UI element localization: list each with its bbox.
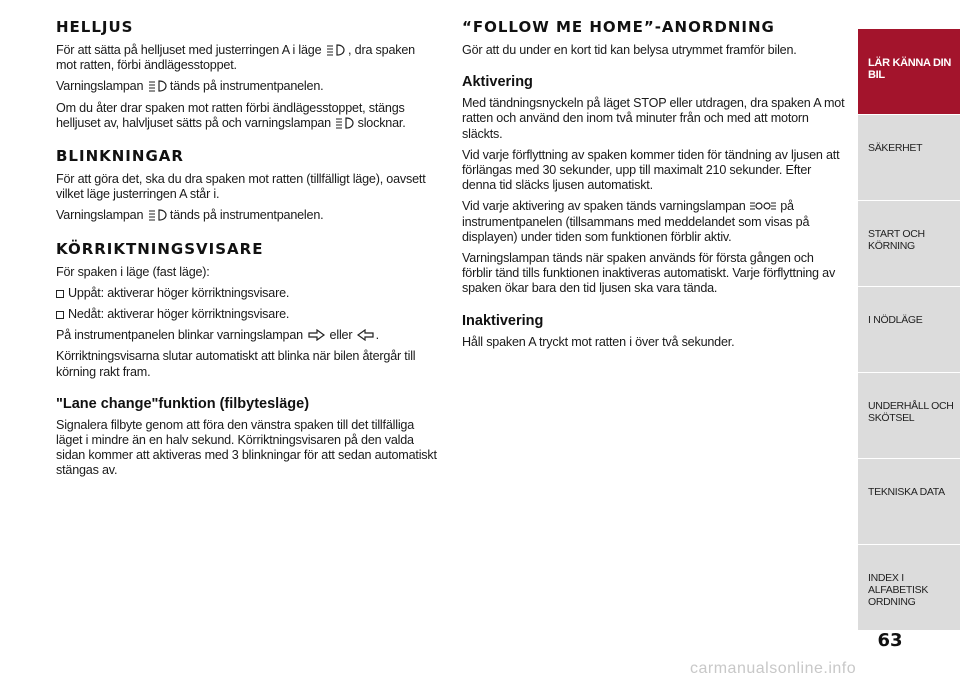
- heading-helljus: HELLJUS: [56, 18, 134, 36]
- paragraph: Håll spaken A tryckt mot ratten i över två sekunder.: [462, 334, 735, 349]
- paragraph: Signalera filbyte genom att föra den vänstra spaken till det tillfälliga läget i mindre än en halv sekund. Körriktningsvisaren på den valda sidan kommer att aktiveras med 3 blinkningar för att sedan automatiskt stängas av.: [56, 417, 437, 478]
- tab-underhall-och-skotsel[interactable]: UNDERHÅLL OCH SKÖTSEL: [858, 372, 960, 458]
- tab-start-och-korning[interactable]: START OCH KÖRNING: [858, 200, 960, 286]
- paragraph: Vid varje förflyttning av spaken kommer tiden för tändning av ljusen att förlängas med 30 sekunder, upp till maximalt 210 sekunder. Efter denna tid släcks ljusen automatiskt.: [462, 147, 840, 193]
- tab-tekniska-data[interactable]: TEKNISKA DATA: [858, 458, 960, 544]
- left-column: [56, 18, 438, 485]
- left-arrow-icon: [356, 329, 376, 341]
- paragraph: För spaken i läge (fast läge):: [56, 264, 210, 279]
- checkbox-bullet-icon: [56, 290, 64, 298]
- heading-inaktivering: Inaktivering: [462, 312, 544, 329]
- checkbox-bullet-icon: [56, 311, 64, 319]
- paragraph: På instrumentpanelen blinkar varningslampan eller .: [56, 328, 379, 343]
- tab-lar-kanna-din-bil[interactable]: LÄR KÄNNA DIN BIL: [858, 28, 960, 114]
- right-arrow-icon: [306, 329, 326, 341]
- chapter-index-sidebar: [858, 28, 960, 630]
- paragraph: För att göra det, ska du dra spaken mot ratten (tillfälligt läge), oavsett vilket läge justerringen A står i.: [56, 172, 426, 202]
- tab-sakerhet[interactable]: SÄKERHET: [858, 114, 960, 200]
- heading-korriktningsvisare: KÖRRIKTNINGSVISARE: [56, 239, 264, 258]
- paragraph: Varningslampan tänds på instrumentpanelen.: [56, 79, 324, 94]
- high-beam-icon: [147, 209, 167, 221]
- heading-aktivering: Aktivering: [462, 74, 533, 91]
- paragraph: Varningslampan tänds när spaken används för första gången och förblir tänd tills funktionen inaktiveras automatiskt. Varje förflyttning av spaken ökar bara den tid ljusen ska vara tända.: [462, 251, 836, 296]
- paragraph: Körriktningsvisarna slutar automatiskt att blinka när bilen återgår till körning rakt fram.: [56, 349, 416, 379]
- heading-lane-change: "Lane change"funktion (filbytesläge): [56, 395, 310, 412]
- paragraph: Gör att du under en kort tid kan belysa utrymmet framför bilen.: [462, 43, 797, 57]
- tab-i-nodlage[interactable]: I NÖDLÄGE: [858, 286, 960, 372]
- tab-index[interactable]: INDEX I ALFABETISK ORDNING: [858, 544, 960, 630]
- page-number: 63: [877, 630, 903, 651]
- paragraph: Varningslampan tänds på instrumentpanelen.: [56, 208, 324, 223]
- follow-me-home-icon: [749, 200, 777, 212]
- heading-blinkningar: BLINKNINGAR: [56, 147, 184, 166]
- heading-follow-me-home: “FOLLOW ME HOME”-ANORDNING: [462, 18, 775, 36]
- paragraph: Om du åter drar spaken mot ratten förbi ändlägesstoppet, stängs helljuset av, halvljuset sätts på och varningslampan slocknar.: [56, 100, 406, 130]
- paragraph: För att sätta på helljuset med justerringen A i läge , dra spaken mot ratten, förbi ändlägesstoppet.: [56, 43, 415, 73]
- paragraph: Vid varje aktivering av spaken tänds varningslampan på instrumentpanelen (tillsammans med meddelandet som visas på displayen) under tiden som funktionen förblir aktiv.: [462, 199, 810, 244]
- high-beam-icon: [325, 44, 345, 56]
- list-item: Uppåt: aktiverar höger körriktningsvisare.: [56, 286, 438, 301]
- watermark: carmanualsonline.info: [690, 660, 857, 677]
- right-column: [462, 18, 846, 356]
- paragraph: Med tändningsnyckeln på läget STOP eller utdragen, dra spaken A mot ratten och använd den inom två minuter från och med att motorn släckts.: [462, 96, 845, 141]
- high-beam-icon: [147, 80, 167, 92]
- high-beam-icon: [334, 117, 354, 129]
- list-item: Nedåt: aktiverar höger körriktningsvisare.: [56, 307, 438, 322]
